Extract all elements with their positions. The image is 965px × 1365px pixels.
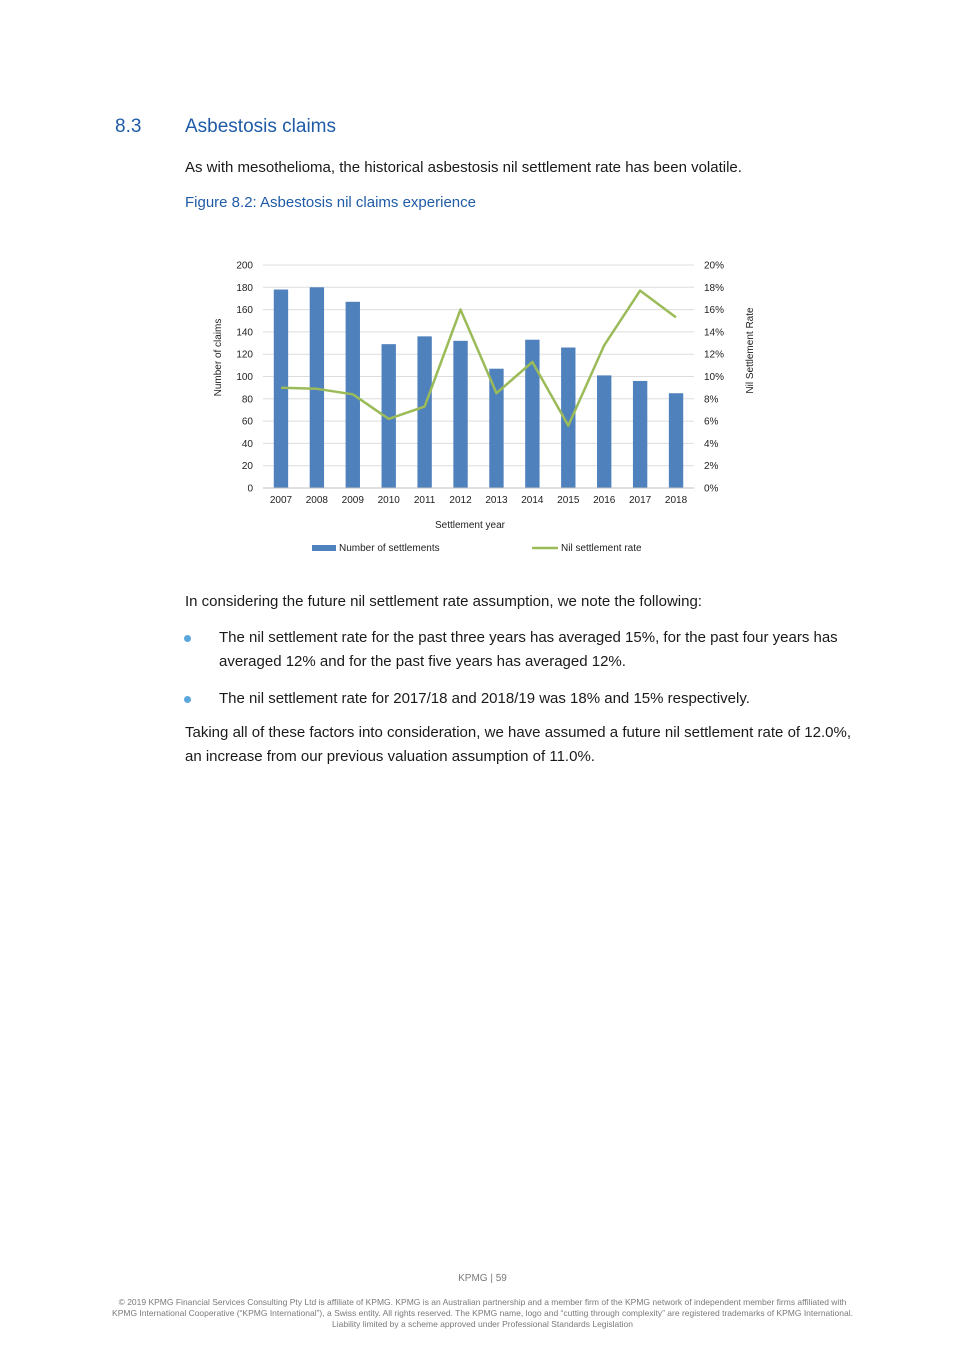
x-tick-label: 2018 [664, 495, 688, 506]
x-tick-label: 2007 [269, 495, 293, 506]
y2-tick-label: 6% [704, 416, 719, 428]
y-tick-label: 80 [241, 394, 253, 406]
bar [489, 369, 503, 488]
x-tick-label: 2014 [521, 495, 544, 506]
y-tick-label: 0 [247, 483, 253, 495]
legend-swatch-bar [312, 545, 336, 551]
x-tick-label: 2011 [413, 495, 436, 506]
y-tick-label: 100 [236, 372, 253, 383]
bullet-icon [184, 696, 191, 703]
x-tick-label: 2012 [449, 495, 472, 506]
x-tick-label: 2013 [485, 495, 508, 506]
y2-tick-label: 14% [704, 327, 725, 339]
intro-paragraph: As with mesothelioma, the historical asbestosis nil settlement rate has been volatile. [185, 159, 742, 176]
y-tick-label: 60 [241, 416, 253, 428]
bullet-item: The nil settlement rate for the past three years has averaged 15%, for the past four years has averaged 12% and for the past five years has averaged 12%. [219, 629, 838, 670]
figure-caption: Figure 8.2: Asbestosis nil claims experience [185, 194, 476, 211]
y2-tick-label: 4% [704, 438, 719, 450]
footer-copyright: © 2019 KPMG Financial Services Consulting Pty Ltd is affiliate of KPMG. KPMG is an Australian partnership and a member firm of the KPMG network of independent member firms affiliated with KPMG International Cooperative (“KPMG International”), a Swiss entity. All rights reserved. The KPMG name, logo and “cutting through complexity” are registered trademarks of KPMG International. Liability limited by a scheme approved under Professional Standards Legislation [112, 1297, 853, 1329]
x-tick-label: 2015 [557, 495, 580, 506]
bar [417, 336, 431, 488]
legend-label: Nil settlement rate [561, 543, 642, 554]
y-tick-label: 20 [241, 461, 253, 473]
y2-tick-label: 8% [704, 394, 719, 406]
nil-claims-chart [200, 240, 780, 570]
footer-page-number: KPMG | 59 [458, 1273, 507, 1284]
chart-line [281, 291, 676, 426]
bar [669, 393, 683, 488]
y2-tick-label: 0% [704, 483, 719, 495]
conclusion-paragraph: Taking all of these factors into consideration, we have assumed a future nil settlement rate of 12.0%, an increase from our previous valuation assumption of 11.0%. [185, 724, 851, 765]
x-tick-label: 2008 [305, 495, 328, 506]
bar [453, 341, 467, 488]
y2-tick-label: 20% [704, 260, 725, 272]
x-tick-label: 2017 [629, 495, 652, 506]
y2-tick-label: 10% [704, 372, 725, 383]
y-tick-label: 160 [236, 305, 253, 317]
y-tick-label: 140 [236, 327, 253, 339]
y2-axis-title: Nil Settlement Rate [745, 307, 756, 394]
y2-tick-label: 2% [704, 461, 719, 473]
y-axis-title: Number of claims [213, 318, 224, 397]
chart-legend [312, 543, 642, 554]
x-tick-label: 2009 [341, 495, 364, 506]
section-number: 8.3 [115, 116, 142, 137]
bullet-icon [184, 635, 191, 642]
y-tick-label: 120 [236, 349, 253, 361]
y2-tick-label: 16% [704, 305, 725, 317]
y2-tick-label: 12% [704, 349, 725, 361]
x-tick-label: 2016 [593, 495, 616, 506]
legend-label: Number of settlements [339, 543, 440, 554]
bar [633, 381, 647, 488]
bullet-item: The nil settlement rate for 2017/18 and 2018/19 was 18% and 15% respectively. [219, 690, 750, 707]
y-tick-label: 40 [241, 438, 253, 450]
y-tick-label: 200 [236, 260, 253, 272]
nil-rate-line [281, 291, 676, 426]
section-title: Asbestosis claims [185, 116, 336, 137]
x-axis-title: Settlement year [434, 520, 506, 531]
y-tick-label: 180 [236, 282, 253, 294]
y2-tick-label: 18% [704, 282, 725, 294]
x-tick-label: 2010 [377, 495, 400, 506]
bar [597, 375, 611, 488]
considerations-lead: In considering the future nil settlement rate assumption, we note the following: [185, 593, 702, 610]
chart-gridlines [263, 265, 694, 488]
